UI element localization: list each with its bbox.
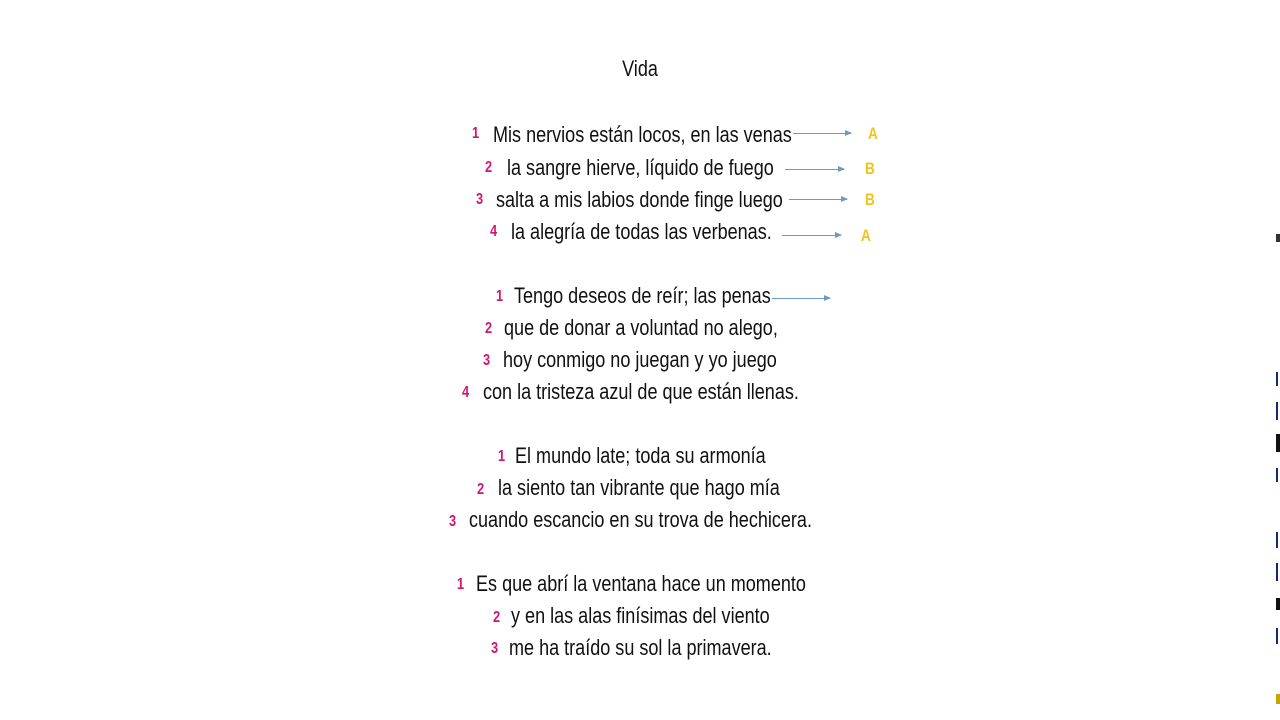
verse-line: hoy conmigo no juegan y yo juego <box>503 347 777 372</box>
verse-number: 4 <box>462 384 470 401</box>
verse-number: 1 <box>496 288 504 305</box>
verse-number: 3 <box>449 513 457 530</box>
verse-line: salta a mis labios donde finge luego <box>496 187 783 212</box>
verse-number: 2 <box>485 320 493 337</box>
rhyme-arrow <box>772 298 830 299</box>
cropped-edge-fragment <box>1276 372 1278 386</box>
rhyme-letter: A <box>861 226 871 245</box>
verse-line: que de donar a voluntad no alego, <box>504 315 778 340</box>
verse-line: Mis nervios están locos, en las venas <box>493 122 792 147</box>
verse-line: me ha traído su sol la primavera. <box>509 635 772 660</box>
verse-number: 1 <box>457 576 465 593</box>
verse-line: Tengo deseos de reír; las penas <box>514 283 771 308</box>
rhyme-arrow <box>785 169 844 170</box>
verse-number: 2 <box>485 159 493 176</box>
verse-number: 3 <box>483 352 491 369</box>
cropped-edge-fragment <box>1276 598 1280 610</box>
verse-line: la alegría de todas las verbenas. <box>511 219 772 244</box>
verse-line: Es que abrí la ventana hace un momento <box>476 571 806 596</box>
cropped-edge-fragment <box>1276 694 1280 704</box>
verse-line: la siento tan vibrante que hago mía <box>498 475 780 500</box>
verse-number: 4 <box>490 223 498 240</box>
verse-number: 2 <box>477 481 485 498</box>
rhyme-letter: B <box>865 190 875 209</box>
rhyme-letter: B <box>865 159 875 178</box>
rhyme-arrow <box>789 199 847 200</box>
verse-number: 3 <box>476 191 484 208</box>
cropped-edge-fragment <box>1276 628 1278 644</box>
cropped-edge-fragment <box>1276 532 1278 548</box>
verse-line: con la tristeza azul de que están llenas. <box>483 379 799 404</box>
cropped-edge-fragment <box>1276 434 1280 452</box>
verse-line: cuando escancio en su trova de hechicera. <box>469 507 812 532</box>
verse-number: 1 <box>498 448 506 465</box>
verse-number: 3 <box>491 640 499 657</box>
rhyme-letter: A <box>868 124 878 143</box>
cropped-edge-fragment <box>1276 563 1278 581</box>
rhyme-arrow <box>793 133 851 134</box>
cropped-edge-fragment <box>1276 402 1278 420</box>
cropped-edge-fragment <box>1276 468 1278 482</box>
poem-title: Vida <box>622 56 658 81</box>
verse-line: y en las alas finísimas del viento <box>511 603 770 628</box>
cropped-edge-fragment <box>1276 234 1280 242</box>
rhyme-arrow <box>782 235 841 236</box>
verse-line: El mundo late; toda su armonía <box>515 443 766 468</box>
verse-number: 2 <box>493 609 501 626</box>
verse-number: 1 <box>472 125 480 142</box>
verse-line: la sangre hierve, líquido de fuego <box>507 155 774 180</box>
